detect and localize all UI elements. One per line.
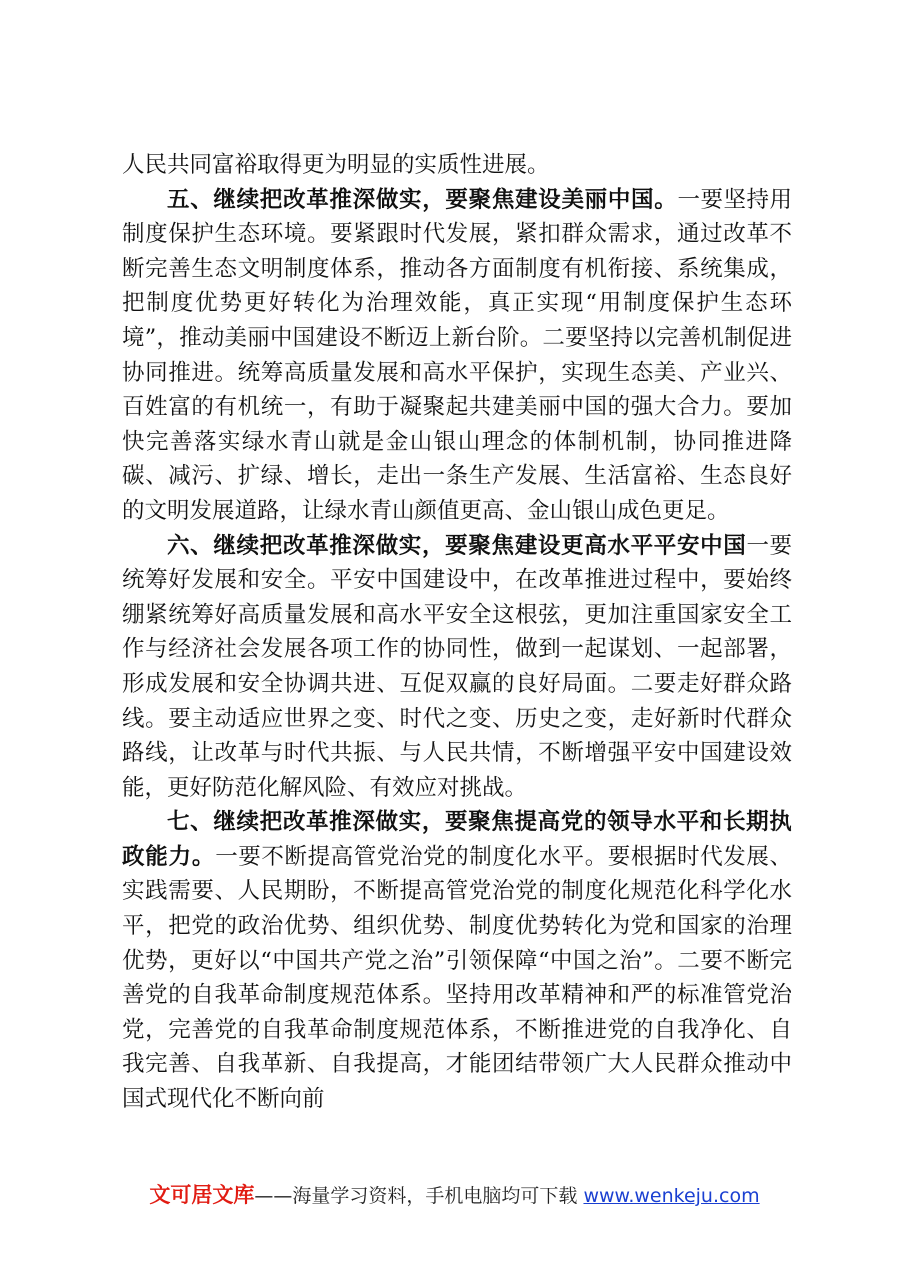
paragraph-section-5 bbox=[122, 183, 792, 529]
paragraph-text: 一要不断提高管党治党的制度化水平。要根据时代发展、实践需要、人民期盼，不断提高管党治党的制度化规范化科学化水平，把党的政治优势、组织优势、制度优势转化为党和国家的治理优势，更好以“中国共产党之治”引领保障“中国之治”。二要不断完善党的自我革命制度规范体系。坚持用改革精神和严的标准管党治党，完善党的自我革命制度规范体系，不断推进党的自我净化、自我完善、自我革新、自我提高，才能团结带领广大人民群众推动中国式现代化不断向前 bbox=[122, 843, 792, 1113]
paragraph-text: 一要坚持用制度保护生态环境。要紧跟时代发展，紧扣群众需求，通过改革不断完善生态文明制度体系，推动各方面制度有机衔接、系统集成，把制度优势更好转化为治理效能，真正实现“用制度保护生态环境”，推动美丽中国建设不断迈上新台阶。二要坚持以完善机制促进协同推进。统筹高质量发展和高水平保护，实现生态美、产业兴、百姓富的有机统一，有助于凝聚起共建美丽中国的强大合力。要加快完善落实绿水青山就是金山银山理念的体制机制，协同推进降碳、减污、扩绿、增长，走出一条生产发展、生活富裕、生态良好的文明发展道路，让绿水青山颜值更高、金山银山成色更足。 bbox=[122, 186, 792, 524]
paragraph-text: 一要统筹好发展和安全。平安中国建设中，在改革推进过程中，要始终绷紧统筹好高质量发展和高水平安全这根弦，更加注重国家安全工作与经济社会发展各项工作的协同性，做到一起谋划、一起部署，形成发展和安全协调共进、互促双赢的良好局面。二要走好群众路线。要主动适应世界之变、时代之变、历史之变，走好新时代群众路线，让改革与时代共振、与人民共情，不断增强平安中国建设效能，更好防范化解风险、有效应对挑战。 bbox=[122, 532, 792, 801]
footer-tagline: ——海量学习资料，手机电脑均可下载 bbox=[254, 1185, 578, 1207]
section-heading: 五、继续把改革推深做实，要聚焦建设美丽中国。 bbox=[167, 186, 678, 213]
footer-link[interactable]: www.wenkeju.com bbox=[583, 1185, 760, 1207]
paragraph-continuation bbox=[122, 148, 792, 183]
section-heading: 六、继续把改革推深做实，要聚焦建设更高水平平安中国 bbox=[167, 532, 747, 559]
footer-brand: 文可居文库 bbox=[149, 1183, 255, 1207]
paragraph-text: 人民共同富裕取得更为明显的实质性进展。 bbox=[122, 152, 550, 178]
page-footer bbox=[0, 1179, 909, 1209]
document-body bbox=[122, 148, 792, 1117]
section-heading: 七、继续把改革推深做实，要聚焦提高党的领导水平和长期执政能力。 bbox=[122, 809, 792, 870]
paragraph-section-7 bbox=[122, 805, 792, 1116]
paragraph-section-6 bbox=[122, 529, 792, 806]
